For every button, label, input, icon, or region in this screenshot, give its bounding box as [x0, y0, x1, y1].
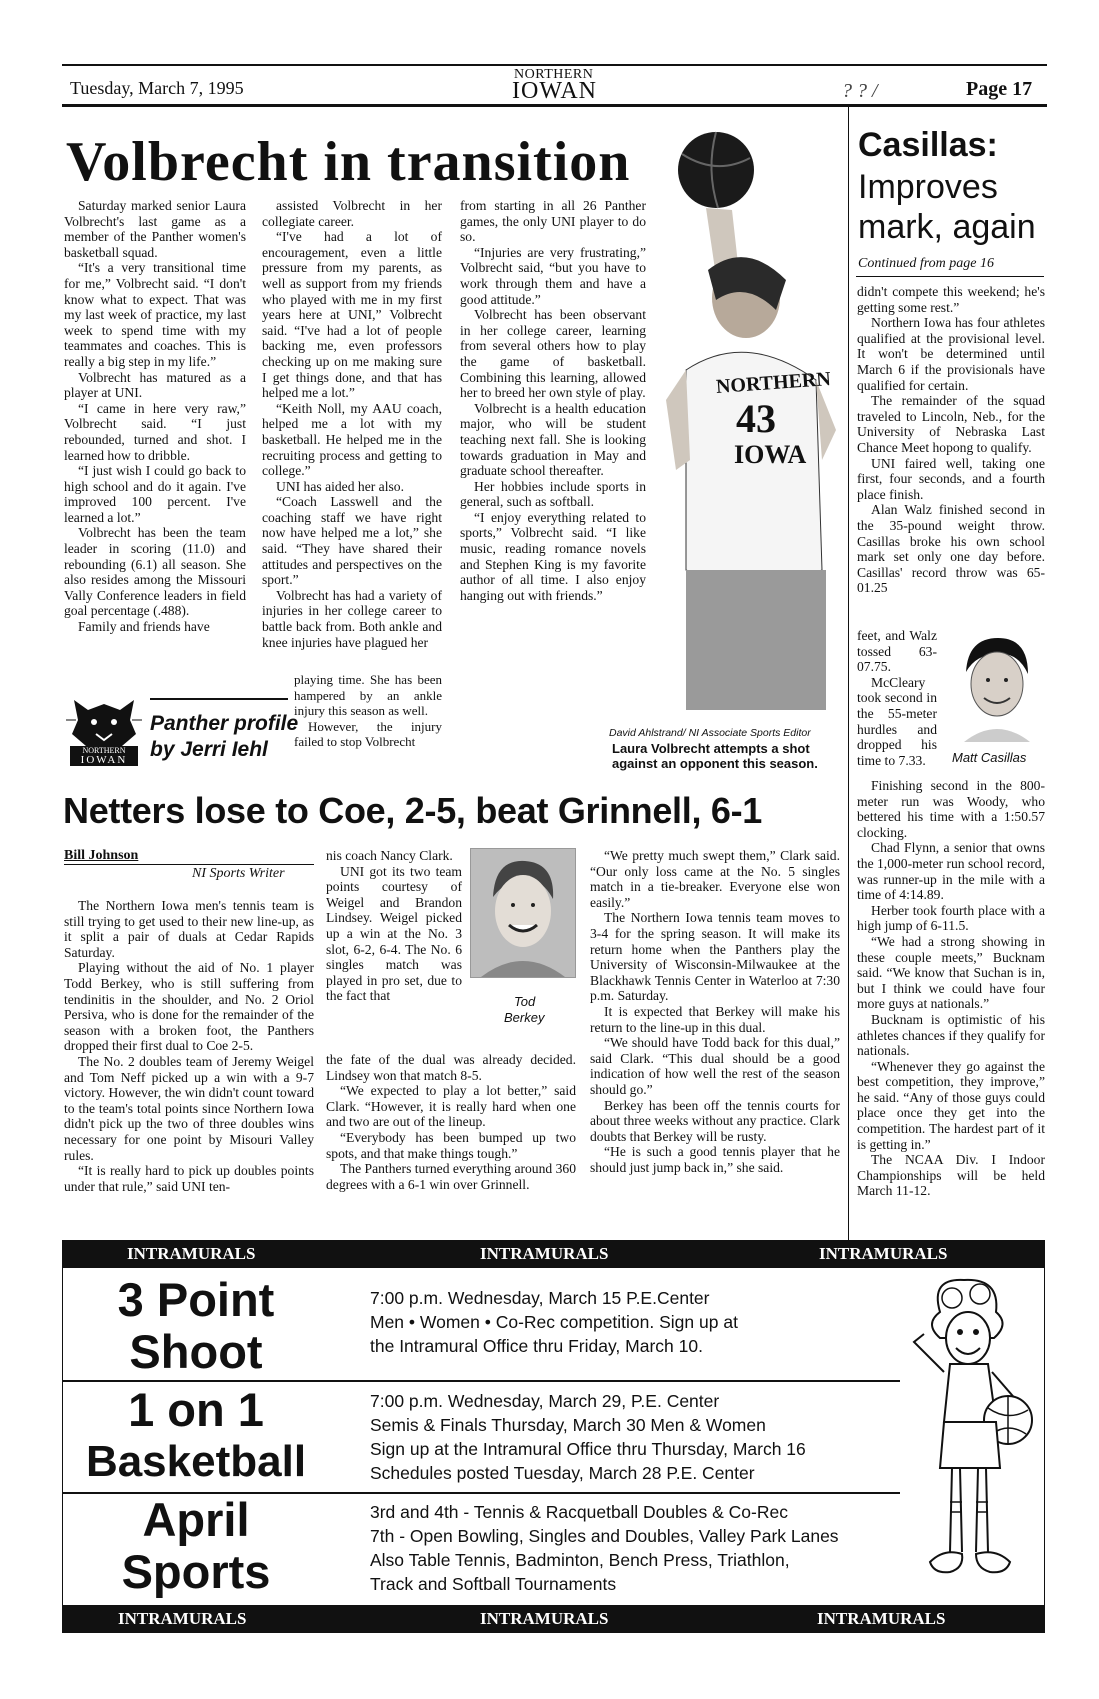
byline: Bill Johnson: [64, 848, 139, 863]
article-paragraph: “I just wish I could go back to high school and do it again. I've improved 100 percent. I've learned a lot.”: [64, 463, 246, 525]
casillas-divider: [848, 106, 849, 1246]
article-paragraph: Her hobbies include sports in general, such as softball.: [460, 478, 646, 510]
article-paragraph: It is expected that Berkey will make his return to the line-up in this dual.: [590, 1003, 840, 1035]
article-paragraph: However, the injury failed to stop Volbrecht: [294, 718, 442, 750]
continued-rule: [856, 276, 1044, 277]
byline-rule: [64, 864, 314, 865]
article-paragraph: Volbrecht is a health education major, who will be student teaching next fall. She is looking towards graduation in May and graduate school thereafter.: [460, 400, 646, 479]
event-detail-line: 3rd and 4th - Tennis & Racquetball Doubles & Co-Rec: [370, 1502, 788, 1522]
casillas-photo-caption: Matt Casillas: [952, 750, 1027, 765]
event-detail-line: Semis & Finals Thursday, March 30 Men & Women: [370, 1415, 766, 1435]
volbrecht-photo-caption: Laura Volbrecht attempts a shot against an opponent this season.: [612, 741, 818, 771]
article-paragraph: Bucknam is optimistic of his athletes chances if they qualify for nationals.: [857, 1011, 1045, 1059]
masthead-top-rule: [62, 64, 1047, 66]
banner-label: INTRAMURALS: [819, 1244, 948, 1263]
article-paragraph: Volbrecht has matured as a player at UNI.: [64, 369, 246, 401]
article-paragraph: The Panthers turned everything around 360 degrees with a 6-1 win over Grinnell.: [326, 1161, 576, 1192]
event-detail-line: 7:00 p.m. Wednesday, March 29, P.E. Center: [370, 1391, 720, 1411]
portrait-figure: [471, 849, 575, 977]
article-paragraph: Volbrecht has been observant in her college career, learning from several others how to play the game of basketball. Combining this learning, allowed her to breed her own style of play.: [460, 307, 646, 401]
article-paragraph: UNI faired well, taking one first, four seconds, and a fourth place finish.: [857, 455, 1045, 502]
event-detail-line: 7:00 p.m. Wednesday, March 15 P.E.Center: [370, 1288, 710, 1308]
profile-logo-top: NORTHERN: [82, 746, 126, 755]
article-paragraph: playing time. She has been hampered by an ankle injury this season as well.: [294, 672, 442, 719]
article-paragraph: nis coach Nancy Clark.: [326, 848, 453, 863]
article-paragraph: “We should have Todd back for this dual,” said Clark. “This dual should be a good indication of how well the rest of the season should go.”: [590, 1035, 840, 1097]
volbrecht-column-2-continued: [294, 672, 442, 750]
article-paragraph: “I came in here very raw,” Volbrecht said. “I just rebounded, turned and shot. I learned how to dribble.: [64, 400, 246, 463]
event-detail-line: Also Table Tennis, Badminton, Bench Press, Triathlon,: [370, 1550, 790, 1570]
article-paragraph: “Everybody has been bumped up two spots, and that make things tough.”: [326, 1129, 576, 1161]
banner-label: INTRAMURALS: [480, 1609, 609, 1628]
article-paragraph: Finishing second in the 800-meter run was Woody, who bettered his time with a 1:50.57 clocking.: [857, 778, 1045, 840]
article-paragraph: Volbrecht has had a variety of injuries in her college career to battle back from. Both ankle and knee injuries have plagued her: [262, 587, 442, 650]
article-paragraph: Alan Walz finished second in the 35-pound weight throw. Casillas broke his own school mark set only one day before. Casillas' record throw was 65-01.25: [857, 502, 1045, 596]
jersey-top-text: NORTHERN: [715, 368, 832, 398]
event-title-3-point-shoot: [62, 1274, 330, 1378]
intramurals-top-banner: [62, 1240, 1045, 1268]
article-paragraph: UNI got its two team points courtesy of Weigel and Brandon Lindsey. Weigel picked up a win at the No. 3 slot, 6-2, 6-4. The No. 6 singles match was played in pro set, due to the fact that: [326, 863, 462, 1004]
casillas-column: [857, 284, 1045, 596]
event-detail-line: Men • Women • Co-Rec competition. Sign up at: [370, 1312, 738, 1332]
event-title-line: Basketball: [85, 1437, 307, 1486]
byline-title: NI Sports Writer: [192, 866, 285, 881]
event-title-line: Sports: [121, 1545, 271, 1598]
berkey-photo: [470, 848, 576, 978]
volbrecht-column-3: [460, 198, 646, 603]
banner-label: INTRAMURALS: [480, 1244, 609, 1263]
event-details-april-sports: [370, 1500, 839, 1596]
netters-column-2-narrow: [326, 848, 462, 1004]
casillas-headline-3: mark, again: [858, 208, 1036, 246]
casillas-photo: [948, 632, 1044, 742]
article-paragraph: “Injuries are very frustrating,” Volbrecht said, “but you have to work through them and have a good attitude.”: [460, 244, 646, 307]
banner-label: INTRAMURALS: [118, 1609, 247, 1628]
casillas-headline-1: Casillas:: [858, 126, 998, 164]
article-paragraph: Saturday marked senior Laura Volbrecht's last game as a member of the Panther women's basketball squad.: [64, 198, 246, 260]
event-details-1-on-1-basketball: [370, 1389, 806, 1485]
event-title-line: Shoot: [129, 1325, 263, 1378]
netters-column-3: [590, 848, 840, 1175]
article-paragraph: UNI has aided her also.: [276, 478, 404, 494]
article-paragraph: “We expected to play a lot better,” said Clark. “However, it is really hard when one and two are out of the lineup.: [326, 1083, 576, 1130]
profile-rule: [150, 698, 288, 700]
volbrecht-headline: Volbrecht in transition: [66, 131, 631, 193]
handwritten-mark: ? ? /: [842, 80, 878, 102]
event-title-1-on-1-basketball: [62, 1384, 330, 1488]
article-paragraph: Berkey has been off the tennis courts for about three weeks without any practice. Clark doubts that Berkey will be rusty.: [590, 1097, 840, 1144]
profile-logo-bottom: IOWAN: [80, 754, 128, 766]
panther-logo: [66, 690, 142, 766]
banner-label: INTRAMURALS: [817, 1609, 946, 1628]
cartoon-player-illustration: [900, 1272, 1040, 1602]
continued-from: Continued from page 16: [858, 256, 994, 271]
paper-name-top: NORTHERN: [514, 67, 594, 82]
paper-name-bottom: IOWAN: [512, 78, 597, 104]
profile-author: by Jerri Iehl: [150, 738, 268, 761]
volbrecht-column-1: [64, 198, 246, 635]
article-paragraph: “It's a very transitional time for me,” Volbrecht said. “I don't know what to expect. That was my last week of practice, my last week to spend time with my teammates and coaches. This is really a big step in my life.”: [64, 260, 246, 369]
berkey-caption-last: Berkey: [504, 1010, 545, 1025]
casillas-headline-2: Improves: [858, 168, 998, 206]
event-title-april-sports: [62, 1494, 330, 1598]
article-paragraph: McCleary took second in the 55-meter hurdles and dropped his time to 7.33.: [857, 674, 937, 768]
cartoon-girl-icon: [900, 1272, 1040, 1602]
article-paragraph: The NCAA Div. I Indoor Championships will be held March 11-12.: [857, 1152, 1045, 1199]
event-detail-line: 7th - Open Bowling, Singles and Doubles, Valley Park Lanes: [370, 1526, 839, 1546]
netters-column-1: [64, 898, 314, 1194]
article-paragraph: feet, and Walz tossed 63-07.75.: [857, 628, 937, 675]
article-paragraph: “We had a strong showing in these couple meets,” Bucknam said. “We know that Suchan is in, but I think we could have four more guys at nationals.”: [857, 933, 1045, 1012]
event-title-line: April: [142, 1493, 250, 1546]
article-paragraph: from starting in all 26 Panther games, the only UNI player to do so.: [460, 198, 646, 245]
article-paragraph: Playing without the aid of No. 1 player Todd Berkey, who is still suffering from tendinitis in the shoulder, and No. 2 Oriol Persiva, who is done for the remainder of the season with a broken foot, the Panthers dropped their first dual to Coe 2-5.: [64, 960, 314, 1054]
portrait-figure: [948, 632, 1044, 742]
profile-title: Panther profile: [150, 712, 299, 735]
page-number: Page 17: [966, 78, 1033, 100]
article-paragraph: Herber took fourth place with a high jump of 6-11.5.: [857, 902, 1045, 934]
article-paragraph: The Northern Iowa men's tennis team is still trying to get used to their new line-up, as it split a pair of duals at Cedar Rapids Saturday.: [64, 898, 314, 960]
volbrecht-column-2: [262, 198, 442, 650]
casillas-column-narrow: [857, 628, 937, 768]
article-paragraph: the fate of the dual was already decided. Lindsey won that match 8-5.: [326, 1052, 576, 1083]
masthead-bottom-rule: [62, 104, 1047, 107]
article-paragraph: The No. 2 doubles team of Jeremy Weigel and Tom Neff picked up a win with a 9-7 victory. However, the win didn't count toward to the team's total points since Northern Iowa didn't pick up the two of three doubles wins necessary for one point by Misouri Valley rules.: [64, 1053, 314, 1163]
article-paragraph: Chad Flynn, a senior that owns the 1,000-meter run school record, was runner-up in the mile with a time of 4:14.89.: [857, 840, 1045, 903]
event-detail-line: Schedules posted Tuesday, March 28 P.E. Center: [370, 1463, 755, 1483]
event-details-3-point-shoot: [370, 1286, 738, 1358]
article-paragraph: Family and friends have: [78, 619, 210, 635]
berkey-caption-first: Tod: [514, 994, 536, 1009]
event-title-line: 1 on 1: [128, 1383, 264, 1436]
article-paragraph: “He is such a good tennis player that he should just jump back in,” she said.: [590, 1144, 840, 1175]
article-paragraph: The Northern Iowa tennis team moves to 3-4 for the spring season. It will make its return home when the Panthers play the University of Wisconsin-Milwaukee at the Blackhawk Tennis Center in Waterloo at 7:30 p.m. Saturday.: [590, 910, 840, 1004]
article-paragraph: didn't compete this weekend; he's getting some rest.”: [857, 284, 1045, 315]
issue-date: Tuesday, March 7, 1995: [70, 78, 244, 98]
jersey-number: 43: [736, 396, 776, 441]
event-divider: [62, 1380, 900, 1382]
event-detail-line: Track and Softball Tournaments: [370, 1574, 617, 1594]
article-paragraph: “I enjoy everything related to sports,” Volbrecht said. “I like music, reading romance novels and Stephen King is my favorite author of all time. I also enjoy hanging out with friends.”: [460, 509, 646, 603]
article-paragraph: “Whenever they go against the best competition, they improve,” he said. “Any of those guys could place once they get into the competition. The hardest part of it is getting in.”: [857, 1058, 1045, 1152]
article-paragraph: “It is really hard to pick up doubles points under that rule,” said UNI ten-: [64, 1163, 314, 1194]
volbrecht-photo: [646, 130, 842, 730]
event-detail-line: the Intramural Office thru Friday, March 10.: [370, 1336, 703, 1356]
article-paragraph: “Keith Noll, my AAU coach, helped me a lot with my basketball. He helped me in the recruiting process and getting to college.”: [262, 400, 442, 479]
article-paragraph: “Coach Lasswell and the coaching staff we have right now have helped me a lot,” she said. “They have shared their attitudes and perspectives on the sport.”: [262, 494, 442, 588]
netters-headline: Netters lose to Coe, 2-5, beat Grinnell, 6-1: [63, 790, 762, 831]
article-paragraph: assisted Volbrecht in her collegiate career.: [262, 198, 442, 229]
article-paragraph: “I've had a lot of encouragement, even a little pressure from my parents, as well as support from my friends who played with me in my first years here at UNI,” Volbrecht said. “I've had a lot of people backing me, even professors checking up on me making sure I get things done, and that has helped me a lot.”: [262, 229, 442, 401]
casillas-column-lower: [857, 778, 1045, 1199]
event-title-line: 3 Point: [117, 1273, 275, 1326]
photo-credit: David Ahlstrand/ NI Associate Sports Editor: [609, 727, 811, 739]
article-paragraph: Northern Iowa has four athletes qualified at the provisional level. It won't be determined until March 6 if the provisionals have qualified for certain.: [857, 315, 1045, 393]
article-paragraph: The remainder of the squad traveled to Lincoln, Neb., for the University of Nebraska Last Chance Meet hopong to qualify.: [857, 393, 1045, 455]
article-paragraph: “We pretty much swept them,” Clark said. “Our only loss came at the No. 5 singles match in a tie-breaker. Everyone else won easily.”: [590, 848, 840, 910]
article-paragraph: Volbrecht has been the team leader in scoring (11.0) and rebounding (6.1) all season. She also resides among the Missouri Vally Conference leaders in field goal percentage (.488).: [64, 525, 246, 619]
event-detail-line: Sign up at the Intramural Office thru Thursday, March 16: [370, 1439, 806, 1459]
jersey-bottom-text: IOWA: [734, 440, 807, 469]
banner-label: INTRAMURALS: [127, 1244, 256, 1263]
intramurals-bottom-banner: [62, 1605, 1045, 1633]
netters-column-2: [326, 1052, 576, 1192]
